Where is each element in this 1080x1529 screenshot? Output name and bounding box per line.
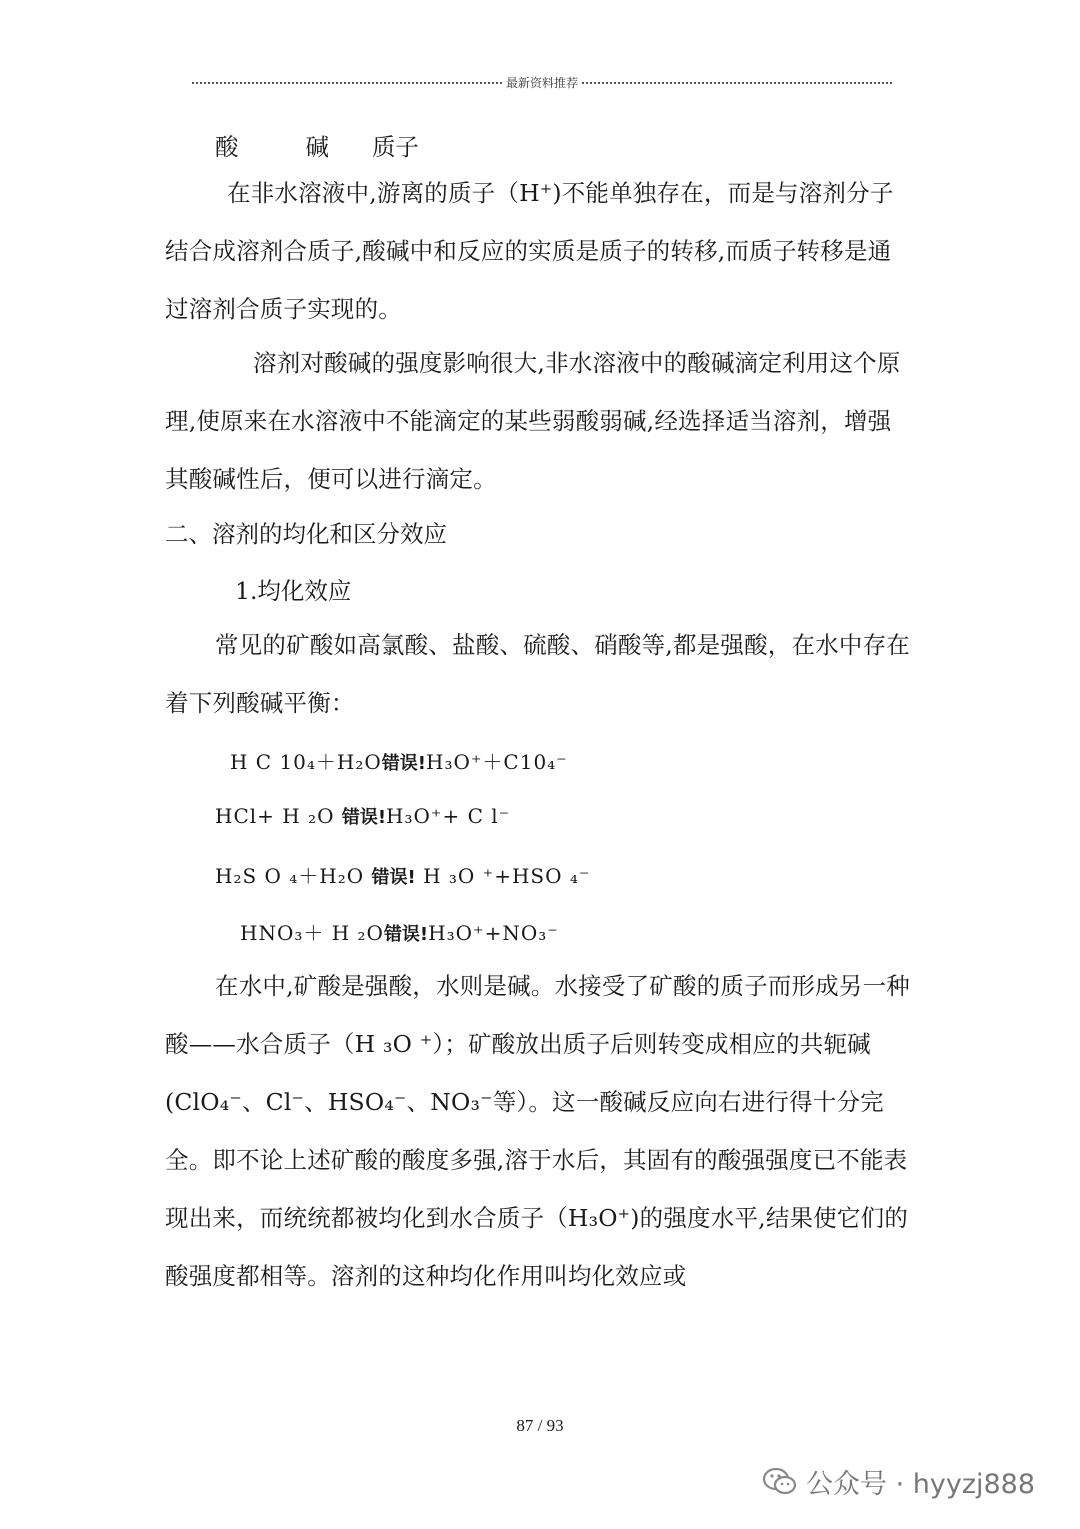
error-text: 错误! — [371, 867, 416, 888]
terms-line — [215, 128, 419, 162]
equation-4 — [240, 917, 559, 946]
wechat-icon — [762, 1464, 798, 1500]
equation-4-right: H₃O⁺+NO₃⁻ — [428, 921, 559, 945]
subsection-heading: 1.均化效应 — [235, 577, 352, 605]
watermark-text: 公众号 · hyyzj888 — [806, 1469, 1036, 1500]
error-text: 错误! — [383, 924, 429, 945]
equation-3-right: H ₃O ⁺+HSO ₄⁻ — [423, 864, 591, 888]
term-proton: 质子 — [371, 133, 419, 161]
header-dots-right — [582, 82, 892, 84]
equation-2 — [215, 803, 510, 829]
paragraph-2: 溶剂对酸碱的强度影响很大,非水溶液中的酸碱滴定利用这个原理,使原来在水溶液中不能滴定的某些弱酸弱碱,经选择适当溶剂，增强其酸碱性后，便可以进行滴定。 — [165, 349, 901, 493]
equation-3-left: H₂S O ₄＋H₂O — [215, 864, 365, 888]
paragraph-3: 常见的矿酸如高氯酸、盐酸、硫酸、硝酸等,都是强酸，在水中存在着下列酸碱平衡： — [165, 631, 910, 717]
paragraph-4: 在水中,矿酸是强酸，水则是碱。水接受了矿酸的质子而形成另一种酸——水合质子（H ₃O ⁺）；矿酸放出质子后则转变成相应的共轭碱(ClO₄⁻、Cl⁻、HSO₄⁻、NO₃⁻等）。这一酸碱反应向右进行得十分完全。即不论上述矿酸的酸度多强,溶于水后，其固有的酸强强度已不能表现出来，而统统都被均化到水合质子（H₃O⁺)的强度水平,结果使它们的酸强度都相等。溶剂的这种均化作用叫均化效应或 — [165, 972, 910, 1290]
equation-3 — [215, 860, 590, 889]
equation-4-left: HNO₃＋ H ₂O — [240, 921, 384, 945]
paragraph-1: 在非水溶液中,游离的质子（H⁺)不能单独存在，而是与溶剂分子结合成溶剂合质子,酸碱中和反应的实质是质子的转移,而质子转移是通过溶剂合质子实现的。 — [165, 179, 894, 323]
watermark — [762, 1462, 1035, 1501]
equation-1-left: H C 10₄＋H₂O — [230, 750, 382, 774]
header-dots-left — [192, 82, 502, 84]
error-text: 错误! — [381, 753, 426, 774]
equation-2-left: HCl+ H ₂O — [215, 804, 335, 828]
term-acid: 酸 — [215, 133, 239, 161]
equation-2-right: H₃O⁺+ C l⁻ — [386, 804, 511, 828]
term-base: 碱 — [305, 133, 329, 161]
header-text: 最新资料推荐 — [506, 76, 579, 90]
error-text: 错误! — [341, 807, 387, 828]
header-rule — [192, 74, 892, 91]
equation-1 — [230, 746, 568, 775]
equation-1-right: H₃O⁺＋C10₄⁻ — [426, 750, 568, 774]
page-number: 87 / 93 — [516, 1416, 564, 1435]
section-heading: 二、溶剂的均化和区分效应 — [165, 520, 447, 548]
